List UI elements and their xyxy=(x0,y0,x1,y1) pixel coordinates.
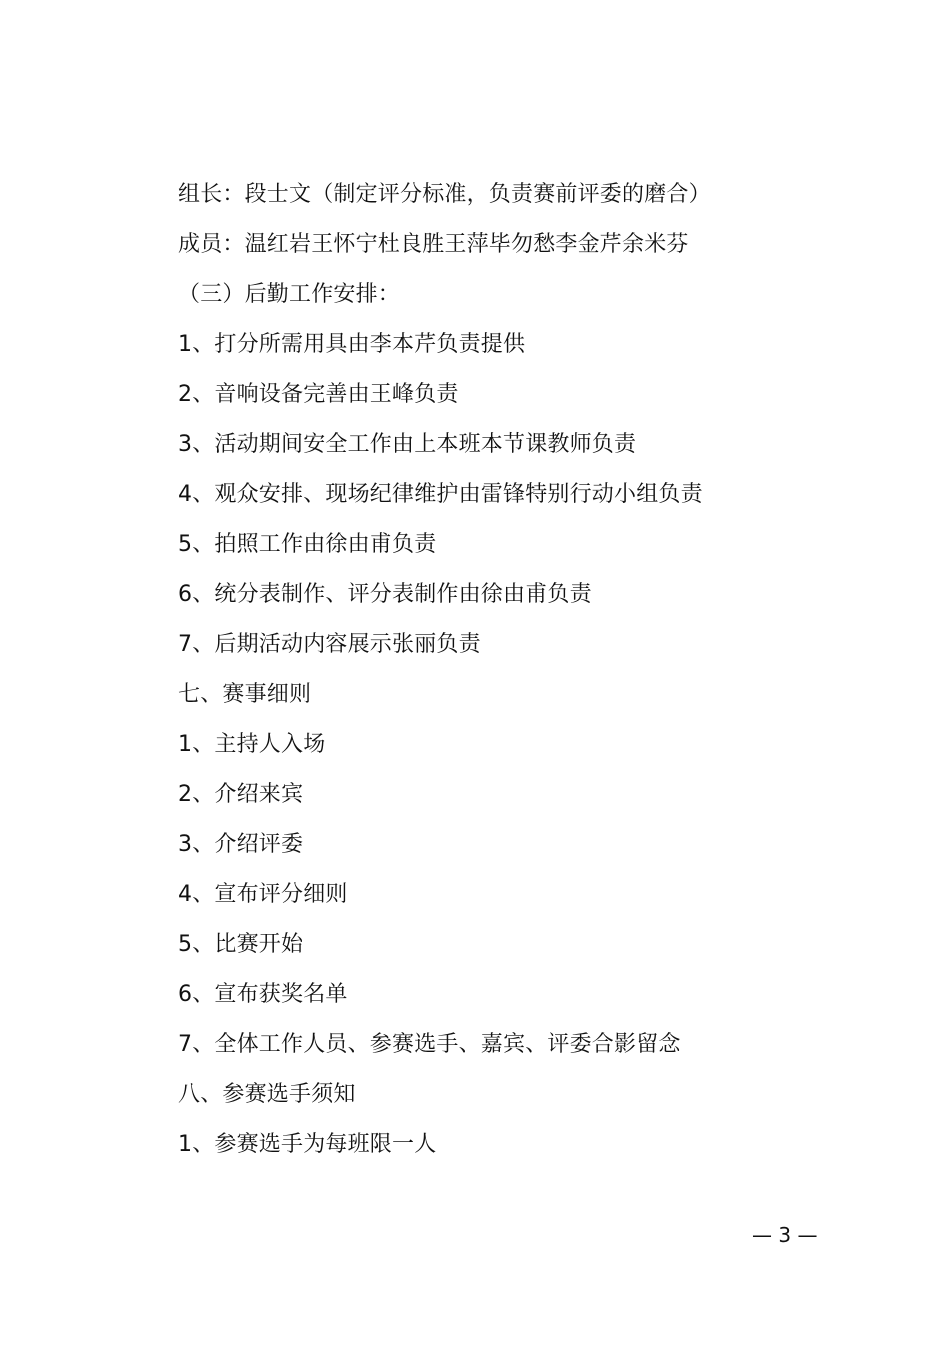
contestant-notice-item: 1、参赛选手为每班限一人 xyxy=(178,1132,437,1157)
event-rule-item: 1、主持人入场 xyxy=(178,732,326,757)
document-body xyxy=(178,170,878,1170)
event-rule-item: 2、介绍来宾 xyxy=(178,782,304,807)
page-number: — 3 — xyxy=(752,1223,818,1247)
logistics-item: 5、拍照工作由徐由甫负责 xyxy=(178,532,437,557)
logistics-item: 2、音响设备完善由王峰负责 xyxy=(178,382,459,407)
logistics-item: 7、后期活动内容展示张丽负责 xyxy=(178,632,481,657)
logistics-item: 6、统分表制作、评分表制作由徐由甫负责 xyxy=(178,582,592,607)
team-leader-line: 组长：段士文（制定评分标准，负责赛前评委的磨合） xyxy=(178,182,711,207)
logistics-item: 1、打分所需用具由李本芹负责提供 xyxy=(178,332,526,357)
event-rule-item: 3、介绍评委 xyxy=(178,832,304,857)
section-heading-logistics: （三）后勤工作安排： xyxy=(178,282,401,307)
logistics-item: 3、活动期间安全工作由上本班本节课教师负责 xyxy=(178,432,637,457)
section-heading-contestant-notice: 八、参赛选手须知 xyxy=(178,1082,356,1107)
logistics-item: 4、观众安排、现场纪律维护由雷锋特别行动小组负责 xyxy=(178,482,703,507)
team-members-line: 成员：温红岩王怀宁杜良胜王萍毕勿愁李金芹余米芬 xyxy=(178,232,689,257)
section-heading-event-rules: 七、赛事细则 xyxy=(178,682,312,707)
event-rule-item: 7、全体工作人员、参赛选手、嘉宾、评委合影留念 xyxy=(178,1032,681,1057)
event-rule-item: 5、比赛开始 xyxy=(178,932,304,957)
event-rule-item: 6、宣布获奖名单 xyxy=(178,982,348,1007)
event-rule-item: 4、宣布评分细则 xyxy=(178,882,348,907)
